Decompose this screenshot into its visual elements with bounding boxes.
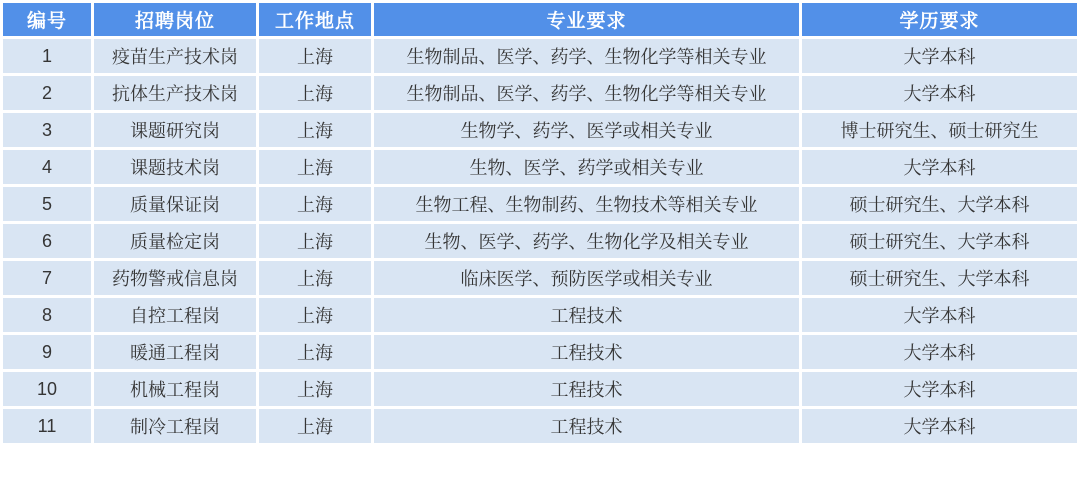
table-body (3, 39, 1077, 443)
header-cell-major: 专业要求 (374, 3, 799, 36)
table-cell-edu: 硕士研究生、大学本科 (802, 261, 1077, 295)
table-cell-edu: 大学本科 (802, 409, 1077, 443)
table-cell-edu: 大学本科 (802, 39, 1077, 73)
table-cell-position: 质量检定岗 (94, 224, 256, 258)
table-row (3, 187, 1077, 221)
table-row (3, 224, 1077, 258)
table-cell-location: 上海 (259, 224, 371, 258)
table-cell-position: 疫苗生产技术岗 (94, 39, 256, 73)
table-cell-major: 工程技术 (374, 298, 799, 332)
table-cell-major: 生物、医学、药学、生物化学及相关专业 (374, 224, 799, 258)
table-cell-id: 3 (3, 113, 91, 147)
table-cell-id: 9 (3, 335, 91, 369)
header-cell-position: 招聘岗位 (94, 3, 256, 36)
table-cell-location: 上海 (259, 39, 371, 73)
table-cell-position: 制冷工程岗 (94, 409, 256, 443)
table-row (3, 39, 1077, 73)
table-cell-major: 生物制品、医学、药学、生物化学等相关专业 (374, 39, 799, 73)
table-header (3, 3, 1077, 36)
table-cell-edu: 大学本科 (802, 76, 1077, 110)
header-cell-id: 编号 (3, 3, 91, 36)
table-cell-id: 10 (3, 372, 91, 406)
table-cell-position: 药物警戒信息岗 (94, 261, 256, 295)
table-cell-edu: 大学本科 (802, 150, 1077, 184)
table-cell-major: 工程技术 (374, 372, 799, 406)
table-row (3, 113, 1077, 147)
table-cell-edu: 大学本科 (802, 298, 1077, 332)
table-cell-id: 1 (3, 39, 91, 73)
table-cell-position: 暖通工程岗 (94, 335, 256, 369)
table-row (3, 76, 1077, 110)
table-cell-edu: 大学本科 (802, 335, 1077, 369)
table-cell-id: 11 (3, 409, 91, 443)
table-row (3, 261, 1077, 295)
table-cell-major: 生物制品、医学、药学、生物化学等相关专业 (374, 76, 799, 110)
table-cell-id: 8 (3, 298, 91, 332)
table-cell-id: 6 (3, 224, 91, 258)
table-cell-location: 上海 (259, 150, 371, 184)
table-cell-location: 上海 (259, 298, 371, 332)
header-cell-location: 工作地点 (259, 3, 371, 36)
header-cell-edu: 学历要求 (802, 3, 1077, 36)
table-cell-position: 课题技术岗 (94, 150, 256, 184)
table-cell-position: 自控工程岗 (94, 298, 256, 332)
table-cell-location: 上海 (259, 372, 371, 406)
table-cell-location: 上海 (259, 409, 371, 443)
table-row (3, 335, 1077, 369)
table-cell-edu: 博士研究生、硕士研究生 (802, 113, 1077, 147)
table-cell-location: 上海 (259, 335, 371, 369)
table-cell-major: 生物学、药学、医学或相关专业 (374, 113, 799, 147)
table-cell-major: 生物、医学、药学或相关专业 (374, 150, 799, 184)
table-cell-major: 临床医学、预防医学或相关专业 (374, 261, 799, 295)
table-cell-position: 抗体生产技术岗 (94, 76, 256, 110)
table-cell-id: 5 (3, 187, 91, 221)
table-row (3, 298, 1077, 332)
table-cell-major: 工程技术 (374, 409, 799, 443)
table-cell-location: 上海 (259, 113, 371, 147)
table-cell-edu: 硕士研究生、大学本科 (802, 187, 1077, 221)
table-cell-id: 2 (3, 76, 91, 110)
table-cell-position: 质量保证岗 (94, 187, 256, 221)
table-cell-edu: 大学本科 (802, 372, 1077, 406)
table-cell-position: 机械工程岗 (94, 372, 256, 406)
header-row (3, 3, 1077, 36)
table-cell-id: 7 (3, 261, 91, 295)
table-cell-edu: 硕士研究生、大学本科 (802, 224, 1077, 258)
table-row (3, 372, 1077, 406)
table-row (3, 150, 1077, 184)
table-cell-location: 上海 (259, 76, 371, 110)
table-cell-location: 上海 (259, 261, 371, 295)
table-cell-position: 课题研究岗 (94, 113, 256, 147)
table-cell-location: 上海 (259, 187, 371, 221)
table-row (3, 409, 1077, 443)
table-cell-id: 4 (3, 150, 91, 184)
table-cell-major: 生物工程、生物制药、生物技术等相关专业 (374, 187, 799, 221)
table-cell-major: 工程技术 (374, 335, 799, 369)
